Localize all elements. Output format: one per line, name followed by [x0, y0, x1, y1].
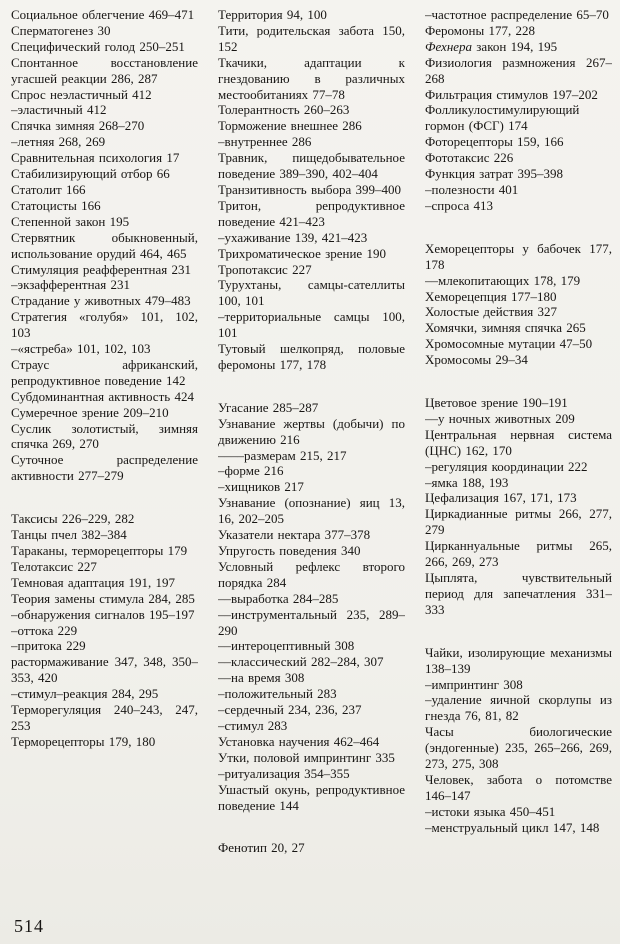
index-entry: –положительный 283 — [218, 686, 337, 702]
index-entry: –стимул–реакция 284, 295 — [11, 686, 159, 702]
index-entry: Толерантность 260–263 — [218, 102, 350, 118]
index-entry: Статолит 166 — [11, 181, 86, 197]
index-entry: –менструальный цикл 147, 148 — [425, 819, 600, 835]
index-entry: Социальное облегчение 469–471 — [11, 7, 195, 22]
index-entry: Сперматогенез 30 — [11, 22, 111, 38]
index-entry: ––на время 308 — [218, 670, 305, 686]
index-entry: Указатели нектара 377–378 — [218, 527, 371, 543]
index-entry: Человек, забота о потомстве 146–147 — [425, 771, 612, 803]
index-entry: Терморегуляция 240–243, 247, 253 — [11, 702, 198, 733]
index-entry: Цветовое зрение 190–191 — [425, 395, 568, 411]
index-entry: –спроса 413 — [425, 197, 493, 213]
index-entry: Хеморецепция 177–180 — [425, 288, 557, 304]
index-entry: ––инструментальный 235, 289–290 — [218, 606, 405, 638]
index-entry: Сравнительная психология 17 — [11, 150, 180, 166]
index-entry: –притока 229 — [11, 638, 86, 654]
index-entry: –стимул 283 — [218, 717, 288, 733]
index-entry: Тараканы, терморецепторы 179 — [11, 543, 188, 558]
index-entry: Феромоны 177, 228 — [425, 22, 535, 38]
index-entry: ––классический 282–284, 307 — [218, 654, 384, 670]
index-entry: Функция затрат 395–398 — [425, 166, 563, 182]
index-entry: Танцы пчел 382–384 — [11, 527, 127, 543]
page-number: 514 — [14, 916, 44, 936]
index-entry: Угасание 285–287 — [218, 399, 319, 415]
index-entry: Стервятник обыкновенный, использование орудий 464, 465 — [11, 229, 198, 261]
index-entry: Хомячки, зимняя спячка 265 — [425, 320, 586, 336]
index-entry: Условный рефлекс второго порядка 284 — [218, 558, 405, 590]
index-entry: –эластичный 412 — [11, 102, 107, 118]
index-entry: –ямка 188, 193 — [425, 474, 509, 490]
index-entry: Таксисы 226–229, 282 — [11, 511, 135, 527]
index-entry: Теория замены стимула 284, 285 — [11, 590, 195, 606]
index-entry: Страдание у животных 479–483 — [11, 293, 191, 309]
index-entry: Стратегия «голубя» 101, 102, 103 — [11, 309, 198, 341]
index-entry: Упругость поведения 340 — [218, 543, 361, 558]
index-entry: –ухаживание 139, 421–423 — [218, 229, 368, 245]
index-entry: Сумеречное зрение 209–210 — [11, 404, 169, 420]
index-entry: растормаживание 347, 348, 350–353, 420 — [11, 654, 198, 686]
index-entry: Хромосомы 29–34 — [425, 352, 528, 368]
index-entry: Фехнера закон 194, 195 — [425, 38, 558, 54]
index-entry: –ритуализация 354–355 — [218, 765, 350, 781]
index-entry: –экзафферентная 231 — [11, 277, 131, 293]
index-entry: Холостые действия 327 — [425, 304, 558, 320]
index-entry: ––млекопитающих 178, 179 — [425, 272, 581, 288]
index-entry: Тити, родительская забота 150, 152 — [218, 22, 405, 54]
index-entry: –оттока 229 — [11, 622, 78, 638]
index-entry: Часы биологические (эндогенные) 235, 265–266, 269, 273, 275, 308 — [425, 724, 612, 772]
index-entry: Стабилизирующий отбор 66 — [11, 166, 170, 182]
index-entry: Установка научения 462–464 — [218, 733, 380, 749]
index-entry: –полезности 401 — [425, 181, 519, 197]
index-entry: Торможение внешнее 286 — [218, 118, 362, 134]
index-entry: Тритон, репродуктивное поведение 421–423 — [218, 197, 405, 229]
index-entry: –внутреннее 286 — [218, 134, 312, 150]
index-column-right — [425, 7, 612, 919]
index-entry: Стимуляция реафферентная 231 — [11, 261, 192, 277]
index-entry: Хеморецепторы у бабочек 177, 178 — [425, 240, 612, 272]
index-entry: Страус африканский, репродуктивное поведение 142 — [11, 356, 198, 388]
index-entry: Статоцисты 166 — [11, 197, 101, 213]
index-entry: Фильтрация стимулов 197–202 — [425, 86, 598, 102]
index-entry: Суточное распределение активности 277–279 — [11, 452, 198, 484]
index-entry: Узнавание жертвы (добычи) по движению 216 — [218, 415, 405, 447]
index-entry: Тропотаксис 227 — [218, 261, 312, 277]
index-entry: Спонтанное восстановление угасшей реакции 286, 287 — [11, 54, 198, 86]
index-entry: –частотное распределение 65–70 — [425, 7, 609, 22]
index-entry: ––––размерам 215, 217 — [218, 447, 347, 463]
index-entry: Турухтаны, самцы-сателлиты 100, 101 — [218, 277, 405, 309]
index-entry: –истоки языка 450–451 — [425, 803, 556, 819]
index-entry: –импринтинг 308 — [425, 676, 523, 692]
index-entry: –«ястреба» 101, 102, 103 — [11, 341, 151, 357]
index-entry: Ушастый окунь, репродуктивное поведение 144 — [218, 781, 405, 813]
index-entry: Фоторецепторы 159, 166 — [425, 134, 564, 150]
index-entry: ––у ночных животных 209 — [425, 410, 575, 426]
index-entry: Ткачики, адаптации к гнездованию в различных местообитаниях 77–78 — [218, 54, 405, 102]
index-entry: –сердечный 234, 236, 237 — [218, 702, 362, 718]
index-entry: –хищников 217 — [218, 479, 304, 495]
index-entry: –обнаружения сигналов 195–197 — [11, 606, 195, 622]
index-entry: –форме 216 — [218, 463, 284, 479]
index-entry: Цефализация 167, 171, 173 — [425, 490, 577, 506]
index-entry: Центральная нервная система (ЦНС) 162, 170 — [425, 426, 612, 458]
index-entry: Узнавание (опознание) яиц 13, 16, 202–205 — [218, 495, 405, 527]
index-column-middle — [218, 7, 405, 919]
index-entry: Хромосомные мутации 47–50 — [425, 336, 593, 352]
index-entry: Чайки, изолирующие механизмы 138–139 — [425, 644, 612, 676]
index-entry: Физиология размножения 267–268 — [425, 54, 612, 86]
index-entry: Травник, пищедобывательное поведение 389–390, 402–404 — [218, 150, 405, 182]
index-entry: Фенотип 20, 27 — [218, 840, 305, 856]
index-entry: Степенной закон 195 — [11, 213, 130, 229]
index-column-left — [11, 7, 198, 919]
index-entry: Спячка зимняя 268–270 — [11, 118, 145, 134]
index-entry: ––выработка 284–285 — [218, 590, 339, 606]
index-entry: Спрос неэластичный 412 — [11, 86, 152, 102]
index-entry: Трихроматическое зрение 190 — [218, 245, 386, 261]
index-entry: Тутовый шелкопряд, половые феромоны 177, 178 — [218, 341, 405, 372]
index-entry: Цыплята, чувствительный период для запечатления 331–333 — [425, 570, 612, 617]
index-entry: –удаление яичной скорлупы из гнезда 76, 81, 82 — [425, 692, 612, 724]
index-entry: Телотаксис 227 — [11, 558, 97, 574]
index-entry: Цирканнуальные ритмы 265, 266, 269, 273 — [425, 538, 612, 570]
index-entry: Темновая адаптация 191, 197 — [11, 574, 176, 590]
index-entry: Фототаксис 226 — [425, 150, 514, 166]
index-entry: Циркадианные ритмы 266, 277, 279 — [425, 506, 612, 538]
index-entry: –летняя 268, 269 — [11, 134, 106, 150]
index-entry: Терморецепторы 179, 180 — [11, 733, 156, 749]
index-entry: –территориальные самцы 100, 101 — [218, 309, 405, 341]
index-entry: Транзитивность выбора 399–400 — [218, 181, 401, 197]
index-entry: Суслик золотистый, зимняя спячка 269, 270 — [11, 420, 198, 452]
index-entry: Утки, половой импринтинг 335 — [218, 749, 395, 765]
index-entry: –регуляция координации 222 — [425, 458, 588, 474]
index-entry: Фолликулостимулирующий гормон (ФСГ) 174 — [425, 102, 580, 134]
index-entry: Субдоминантная активность 424 — [11, 388, 194, 404]
index-entry: ––интероцептивный 308 — [218, 638, 355, 654]
index-entry: Специфический голод 250–251 — [11, 38, 185, 54]
index-entry: Территория 94, 100 — [218, 7, 327, 22]
